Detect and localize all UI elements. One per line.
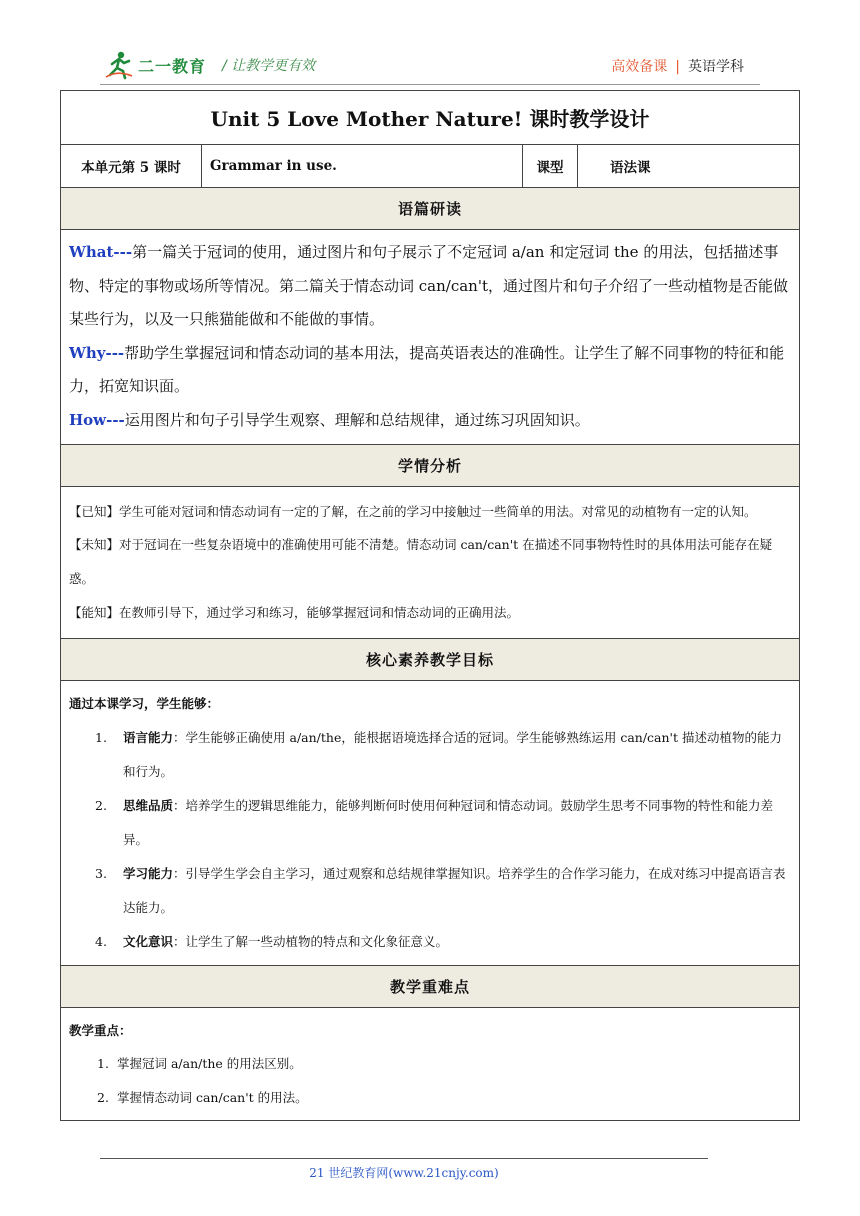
document-title: Unit 5 Love Mother Nature! 课时教学设计 — [61, 91, 800, 145]
lesson-plan-table — [60, 90, 800, 1121]
goal-item — [69, 721, 791, 789]
known-paragraph: 【已知】学生可能对冠词和情态动词有一定的了解，在之前的学习中接触过一些简单的用法。对常见的动植物有一定的认知。 — [69, 503, 757, 519]
goal-number: 1. — [95, 729, 107, 745]
goal-number: 3. — [95, 865, 107, 881]
why-paragraph — [69, 337, 791, 404]
what-label: What--- — [69, 243, 133, 261]
key-point-item — [69, 1047, 791, 1081]
lesson-topic: Grammar in use. — [202, 145, 523, 188]
footer-divider — [100, 1158, 708, 1159]
header-tag-prep: 高效备课 — [611, 59, 668, 75]
goal-text: ：培养学生的逻辑思维能力，能够判断何时使用何种冠词和情态动词。鼓励学生思考不同事物的特性和能力差异。 — [123, 797, 774, 847]
key-point-text: 掌握冠词 a/an/the 的用法区别。 — [117, 1056, 302, 1072]
key-points-subheading: 教学重点： — [69, 1022, 132, 1038]
goal-text: ：让学生了解一些动植物的特点和文化象征意义。 — [173, 933, 449, 949]
header-divider — [100, 84, 760, 85]
key-point-item — [69, 1081, 791, 1115]
section-heading-analysis: 学情分析 — [61, 444, 800, 486]
header-tag-subject: 英语学科 — [688, 59, 744, 75]
analysis-content — [61, 486, 800, 638]
goal-label: 学习能力 — [123, 865, 174, 881]
unknown-paragraph: 【未知】对于冠词在一些复杂语境中的准确使用可能不清楚。情态动词 can/can't 在描述不同事物特性时的具体用法可能存在疑惑。 — [69, 537, 773, 587]
section-heading-goals: 核心素养教学目标 — [61, 638, 800, 680]
type-value: 语法课 — [578, 145, 800, 188]
goal-item — [69, 857, 791, 925]
what-text: 第一篇关于冠词的使用，通过图片和句子展示了不定冠词 a/an 和定冠词 the 的用法，包括描述事物、特定的事物或场所等情况。第二篇关于情态动词 can/can't，通过图片和句子介绍了一些动植物是否能做某些行为，以及一只熊猫能做和不能做的事情。 — [69, 243, 788, 329]
how-label: How--- — [69, 410, 125, 429]
goal-label: 语言能力 — [123, 729, 174, 745]
footer-source: 21 世纪教育网(www.21cnjy.com) — [309, 1166, 499, 1180]
lesson-number: 本单元第 5 课时 — [61, 145, 202, 188]
key-point-number: 2. — [97, 1089, 109, 1105]
header-subject — [611, 56, 744, 76]
page-header — [0, 0, 860, 90]
goal-item — [69, 925, 791, 959]
runner-logo-icon — [104, 50, 134, 80]
goals-list — [69, 721, 791, 959]
key-points-list — [69, 1047, 791, 1114]
goal-item — [69, 789, 791, 857]
goal-number: 4. — [95, 933, 107, 949]
what-paragraph — [69, 236, 791, 337]
header-slogan: / 让教学更有效 — [222, 58, 316, 74]
info-row — [61, 145, 800, 188]
goals-content — [61, 680, 800, 965]
key-point-number: 1. — [97, 1056, 109, 1072]
how-text: 运用图片和句子引导学生观察、理解和总结规律，通过练习巩固知识。 — [124, 410, 590, 429]
how-paragraph — [69, 404, 791, 438]
why-label: Why--- — [69, 343, 125, 362]
reading-content — [61, 230, 800, 445]
key-points-content — [61, 1007, 800, 1121]
able-paragraph: 【能知】在教师引导下，通过学习和练习，能够掌握冠词和情态动词的正确用法。 — [69, 604, 520, 620]
header-separator: | — [675, 59, 680, 75]
goal-text: ：学生能够正确使用 a/an/the，能根据语境选择合适的冠词。学生能够熟练运用 can/can't 描述动植物的能力和行为。 — [123, 729, 782, 779]
key-point-text: 掌握情态动词 can/can't 的用法。 — [117, 1089, 308, 1105]
why-text: 帮助学生掌握冠词和情态动词的基本用法，提高英语表达的准确性。让学生了解不同事物的特征和能力，拓宽知识面。 — [69, 343, 785, 396]
goal-number: 2. — [95, 797, 107, 813]
goal-label: 思维品质 — [123, 797, 174, 813]
goals-intro: 通过本课学习，学生能够： — [69, 695, 220, 711]
brand-logo — [104, 48, 206, 82]
goal-text: ：引导学生学会自主学习，通过观察和总结规律掌握知识。培养学生的合作学习能力，在成对练习中提高语言表达能力。 — [123, 865, 786, 915]
section-heading-reading: 语篇研读 — [61, 188, 800, 230]
section-heading-key-points: 教学重难点 — [61, 965, 800, 1007]
type-label: 课型 — [523, 145, 578, 188]
goal-label: 文化意识 — [123, 933, 174, 949]
logo-text: 二一教育 — [138, 56, 207, 76]
